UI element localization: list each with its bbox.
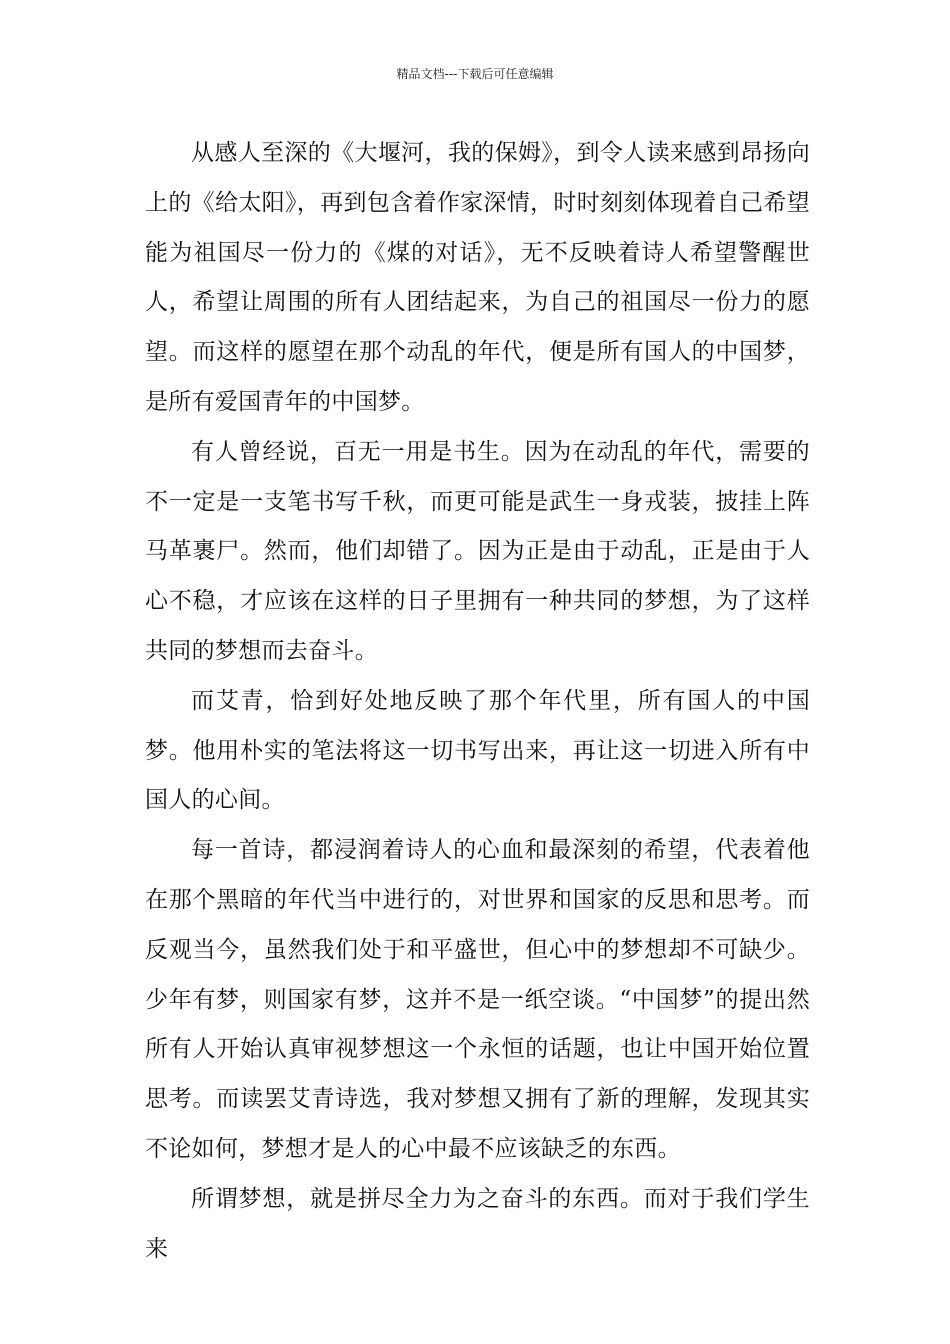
document-body — [145, 129, 810, 1274]
paragraph-3: 而艾青，恰到好处地反映了那个年代里，所有国人的中国梦。他用朴实的笔法将这一切书写出来，再让这一切进入所有中国人的心间。 — [145, 687, 810, 814]
paragraph-2: 有人曾经说，百无一用是书生。因为在动乱的年代，需要的不一定是一支笔书写千秋，而更可能是武生一身戎装，披挂上阵马革裹尸。然而，他们却错了。因为正是由于动乱，正是由于人心不稳，才应该在这样的日子里拥有一种共同的梦想，为了这样共同的梦想而去奋斗。 — [145, 438, 810, 664]
paragraph-4: 每一首诗，都浸润着诗人的心血和最深刻的希望，代表着他在那个黑暗的年代当中进行的，对世界和国家的反思和思考。而反观当今，虽然我们处于和平盛世，但心中的梦想却不可缺少。少年有梦，则国家有梦，这并不是一纸空谈。“中国梦”的提出然所有人开始认真审视梦想这一个永恒的话题，也让中国开始位置思考。而读罢艾青诗选，我对梦想又拥有了新的理解，发现其实不论如何，梦想才是人的心中最不应该缺乏的东西。 — [145, 837, 810, 1162]
paragraph-1: 从感人至深的《大堰河，我的保姆》，到令人读来感到昂扬向上的《给太阳》，再到包含着作家深情，时时刻刻体现着自己希望能为祖国尽一份力的《煤的对话》，无不反映着诗人希望警醒世人，希望让周围的所有人团结起来，为自己的祖国尽一份力的愿望。而这样的愿望在那个动乱的年代，便是所有国人的中国梦，是所有爱国青年的中国梦。 — [145, 140, 810, 415]
paragraph-5: 所谓梦想，就是拼尽全力为之奋斗的东西。而对于我们学生来 — [145, 1185, 810, 1262]
page-header: 精品文档---下载后可任意编辑 — [396, 67, 554, 81]
